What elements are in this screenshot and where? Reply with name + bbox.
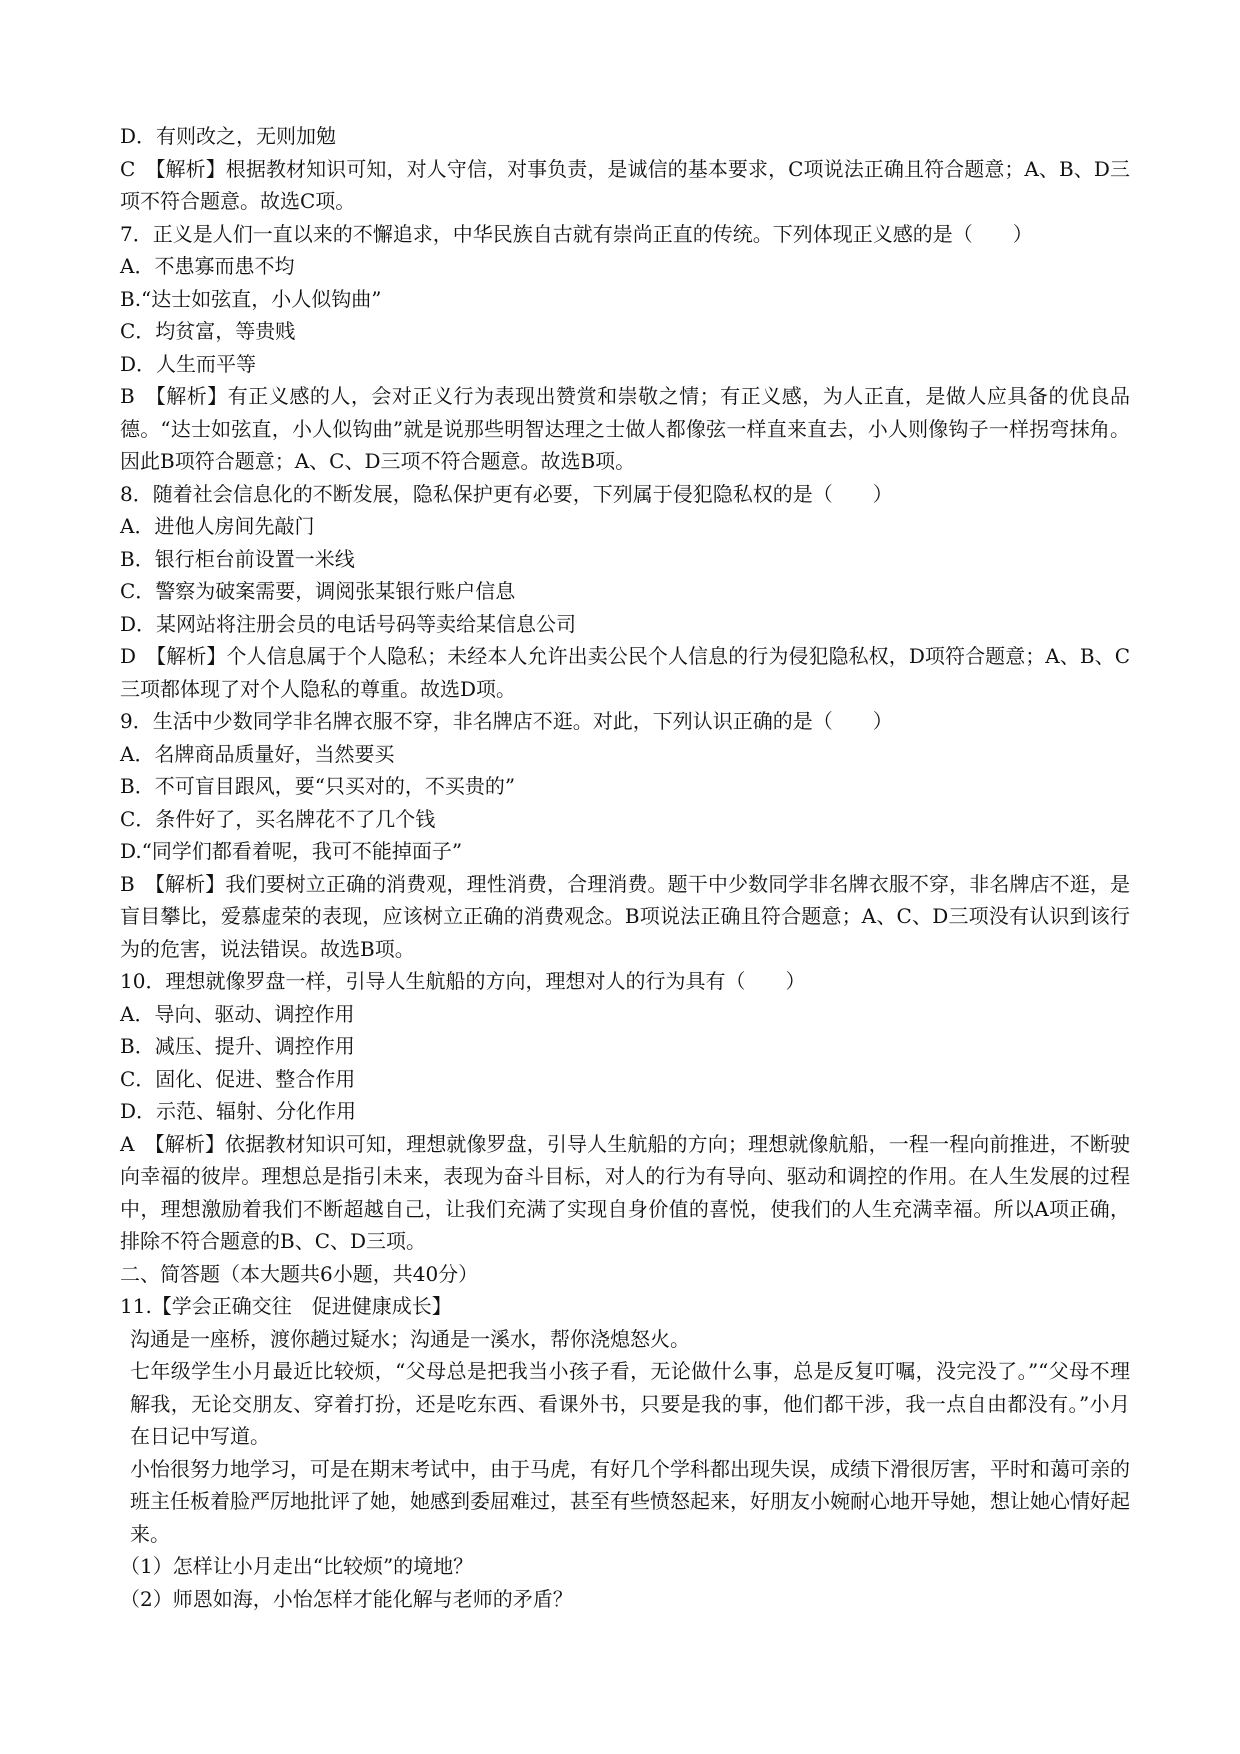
question-stem: 9．生活中少数同学非名牌衣服不穿，非名牌店不逛。对此，下列认识正确的是（ ）	[120, 709, 893, 733]
option-line: C．警察为破案需要，调阅张某银行账户信息	[120, 579, 516, 603]
option-line: A．导向、驱动、调控作用	[120, 1001, 355, 1026]
option-line: B．减压、提升、调控作用	[120, 1034, 355, 1058]
option-line: D.“同学们都看着呢，我可不能掉面子”	[120, 839, 463, 863]
sub-question: （2）师恩如海，小怡怎样才能化解与老师的矛盾？	[120, 1586, 573, 1611]
option-line: D．有则改之，无则加勉	[120, 124, 337, 148]
question-stem: 11.【学会正确交往 促进健康成长】	[120, 1294, 452, 1318]
sub-question: （1）怎样让小月走出“比较烦”的境地？	[120, 1554, 474, 1578]
analysis-paragraph: B 【解析】有正义感的人，会对正义行为表现出赞赏和崇敬之情；有正义感，为人正直，是做人应具备的优良品德。“达士如弦直，小人似钩曲”就是说那些明智达理之士做人都像弦一样直来直去，小人则像钩子一样拐弯抹角。 因此B项符合题意；A、C、D三项不符合题意。故选B项。	[120, 384, 1130, 473]
option-line: B．银行柜台前设置一米线	[120, 546, 355, 571]
analysis-paragraph: D 【解析】个人信息属于个人隐私；未经本人允许出卖公民个人信息的行为侵犯隐私权，D项符合题意；A、B、C三项都体现了对个人隐私的尊重。故选D项。	[120, 644, 1130, 701]
material-paragraph: 沟通是一座桥，渡你趟过疑水；沟通是一溪水，帮你浇熄怒火。	[130, 1326, 690, 1351]
analysis-paragraph: C 【解析】根据教材知识可知，对人守信，对事负责，是诚信的基本要求，C项说法正确且符合题意；A、B、D三项不符合题意。故选C项。	[120, 156, 1130, 213]
option-line: D．某网站将注册会员的电话号码等卖给某信息公司	[120, 611, 577, 636]
question-stem: 10．理想就像罗盘一样，引导人生航船的方向，理想对人的行为具有（ ）	[120, 969, 806, 993]
analysis-paragraph: A 【解析】依据教材知识可知，理想就像罗盘，引导人生航船的方向；理想就像航船，一程一程向前推进，不断驶向幸福的彼岸。理想总是指引未来，表现为奋斗目标，对人的行为有导向、驱动和调控的作用。在人生发展的过程中，理想激励着我们不断超越自己，让我们充满了实现自身价值的喜悦，使我们的人生充满幸福。所以A项正确，排除不符合题意的B、C、D三项。	[120, 1131, 1130, 1253]
question-stem: 7．正义是人们一直以来的不懈追求，中华民族自古就有崇尚正直的传统。下列体现正义感的是（ ）	[120, 221, 1033, 246]
question-stem: 8．随着社会信息化的不断发展，隐私保护更有必要，下列属于侵犯隐私权的是（ ）	[120, 481, 893, 506]
analysis-paragraph: B 【解析】我们要树立正确的消费观，理性消费，合理消费。题干中少数同学非名牌衣服不穿，非名牌店不逛，是盲目攀比，爱慕虚荣的表现，应该树立正确的消费观念。B项说法正确且符合题意；A、C、D三项没有认识到该行为的危害，说法错误。故选B项。	[120, 871, 1130, 961]
option-line: C．条件好了，买名牌花不了几个钱	[120, 806, 436, 831]
option-line: D．示范、辐射、分化作用	[120, 1099, 357, 1123]
option-line: B.“达士如弦直，小人似钩曲”	[120, 286, 382, 311]
section-heading: 二、简答题（本大题共6小题，共40分）	[120, 1261, 479, 1286]
document-page	[120, 120, 1130, 1615]
option-line: A．名牌商品质量好，当然要买	[120, 741, 395, 766]
option-line: B．不可盲目跟风，要“只买对的，不买贵的”	[120, 774, 516, 798]
option-line: C．均贫富，等贵贱	[120, 319, 296, 343]
option-line: A．进他人房间先敲门	[120, 514, 315, 538]
material-paragraph: 七年级学生小月最近比较烦，“父母总是把我当小孩子看，无论做什么事，总是反复叮嘱，没完没了。”“父母不理解我，无论交朋友、穿着打扮，还是吃东西、看课外书，只要是我的事，他们都干涉，我一点自由都没有。”小月在日记中写道。	[130, 1359, 1130, 1448]
option-line: D．人生而平等	[120, 351, 257, 376]
option-line: A．不患寡而患不均	[120, 254, 295, 278]
material-paragraph: 小怡很努力地学习，可是在期末考试中，由于马虎，有好几个学科都出现失误，成绩下滑很厉害，平时和蔼可亲的班主任板着脸严厉地批评了她，她感到委屈难过，甚至有些愤怒起来，好朋友小婉耐心地开导她，想让她心情好起来。	[130, 1456, 1130, 1546]
option-line: C．固化、促进、整合作用	[120, 1066, 356, 1091]
